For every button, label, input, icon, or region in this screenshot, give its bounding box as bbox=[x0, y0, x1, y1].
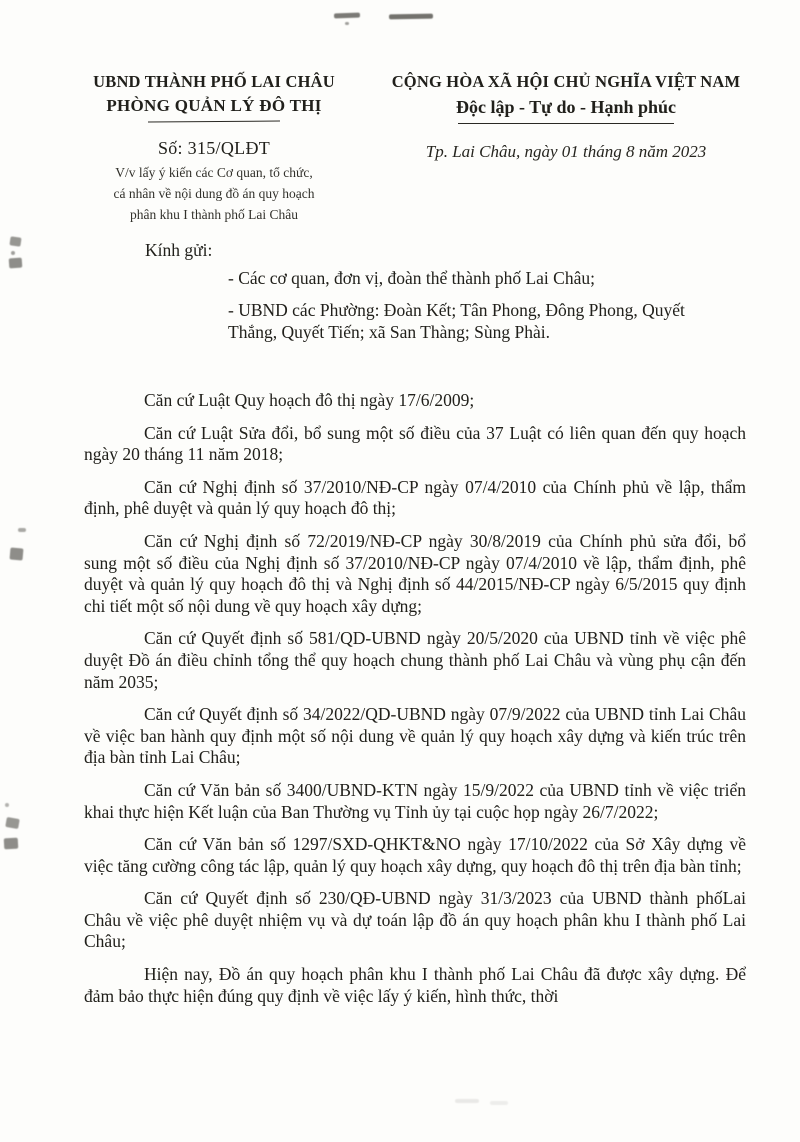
document-subject-line: V/v lấy ý kiến các Cơ quan, tổ chức, bbox=[115, 165, 313, 181]
scan-artifact-margin bbox=[11, 251, 15, 255]
body-paragraph: Căn cứ Quyết định số 230/QĐ-UBND ngày 31/3/2023 của UBND thành phốLai Châu về việc phê duyệt nhiệm vụ và dự toán lập đồ án quy hoạch phân khu I thành phố Lai Châu; bbox=[84, 888, 746, 952]
scan-artifact-margin bbox=[9, 236, 21, 246]
scan-artifact-margin bbox=[18, 528, 26, 532]
recipients-list bbox=[228, 267, 725, 353]
salutation-label: Kính gửi: bbox=[145, 240, 213, 260]
body-paragraph: Căn cứ Văn bản số 3400/UBND-KTN ngày 15/9/2022 của UBND tỉnh về việc triển khai thực hiện Kết luận của Ban Thường vụ Tỉnh ủy tại cuộc họp ngày 26/7/2022; bbox=[84, 779, 746, 822]
body-paragraph: Căn cứ Luật Sửa đổi, bổ sung một số điều của 37 Luật có liên quan đến quy hoạch ngày 20 tháng 11 năm 2018; bbox=[84, 422, 746, 465]
scan-artifact-bottom bbox=[490, 1101, 508, 1105]
issuing-authority-parent: UBND THÀNH PHỐ LAI CHÂU bbox=[93, 72, 335, 91]
document-subject bbox=[58, 162, 370, 225]
body-paragraph: Căn cứ Quyết định số 34/2022/QD-UBND ngày 07/9/2022 của UBND tỉnh Lai Châu về việc ban hành quy định một số nội dung về quản lý quy hoạch xây dựng và kiến trúc trên địa bàn tỉnh Lai Châu; bbox=[84, 704, 746, 768]
place-and-date: Tp. Lai Châu, ngày 01 tháng 8 năm 2023 bbox=[425, 142, 707, 162]
scan-artifact-top bbox=[389, 14, 433, 20]
country-title: CỘNG HÒA XÃ HỘI CHỦ NGHĨA VIỆT NAM bbox=[391, 72, 741, 91]
scan-artifact-margin bbox=[5, 803, 9, 807]
document-number: Số: 315/QLĐT bbox=[157, 137, 271, 158]
recipient-item: - UBND các Phường: Đoàn Kết; Tân Phong, Đông Phong, Quyết Thắng, Quyết Tiến; xã San Thàng; Sùng Phài. bbox=[228, 299, 685, 342]
body-paragraph: Căn cứ Nghị định số 37/2010/NĐ-CP ngày 07/4/2010 của Chính phủ về lập, thẩm định, phê duyệt và quản lý quy hoạch đô thị; bbox=[84, 476, 746, 519]
scan-artifact-bottom bbox=[455, 1099, 479, 1103]
letter-body bbox=[84, 390, 746, 1018]
scan-artifact-margin bbox=[4, 838, 19, 850]
issuing-authority-name: PHÒNG QUẢN LÝ ĐÔ THỊ bbox=[106, 95, 322, 115]
issuing-authority-block bbox=[58, 72, 370, 225]
body-paragraph: Căn cứ Luật Quy hoạch đô thị ngày 17/6/2009; bbox=[144, 390, 475, 410]
header-underline-right bbox=[458, 123, 674, 124]
document-subject-line: cá nhân về nội dung đồ án quy hoạch bbox=[113, 186, 315, 202]
body-paragraph: Căn cứ Văn bản số 1297/SXD-QHKT&NO ngày 17/10/2022 của Sở Xây dựng về việc tăng cường công tác lập, quản lý quy hoạch xây dựng, quy hoạch đô thị trên địa bàn tỉnh; bbox=[84, 834, 746, 876]
scan-artifact-top bbox=[345, 22, 349, 25]
recipient-item: - Các cơ quan, đơn vị, đoàn thể thành phố Lai Châu; bbox=[228, 268, 595, 288]
body-paragraph: Hiện nay, Đồ án quy hoạch phân khu I thành phố Lai Châu đã được xây dựng. Để đảm bảo thực hiện đúng quy định về việc lấy ý kiến, hình thức, thời bbox=[84, 964, 746, 1006]
scan-artifact-margin bbox=[10, 547, 24, 560]
document-subject-line: phân khu I thành phố Lai Châu bbox=[130, 207, 298, 223]
scan-artifact-margin bbox=[5, 817, 20, 829]
national-motto: Độc lập - Tự do - Hạnh phúc bbox=[455, 96, 677, 117]
scan-artifact-top bbox=[334, 13, 360, 19]
header-underline-left bbox=[148, 120, 280, 122]
body-paragraph: Căn cứ Nghị định số 72/2019/NĐ-CP ngày 30/8/2019 của Chính phủ sửa đổi, bổ sung một số điều của Nghị định số 37/2010/NĐ-CP ngày 07/4/2010 về lập, thẩm định, phê duyệt và quản lý quy hoạch đô thị và Nghị định số 44/2015/NĐ-CP ngày 6/5/2015 quy định chi tiết một số nội dung về quy hoạch xây dựng; bbox=[84, 530, 746, 616]
scan-artifact-margin bbox=[9, 258, 23, 269]
body-paragraph: Căn cứ Quyết định số 581/QD-UBND ngày 20/5/2020 của UBND tỉnh về việc phê duyệt Đồ án điều chỉnh tổng thể quy hoạch chung thành phố Lai Châu và vùng phụ cận đến năm 2035; bbox=[84, 628, 746, 692]
national-motto-block bbox=[366, 72, 766, 162]
